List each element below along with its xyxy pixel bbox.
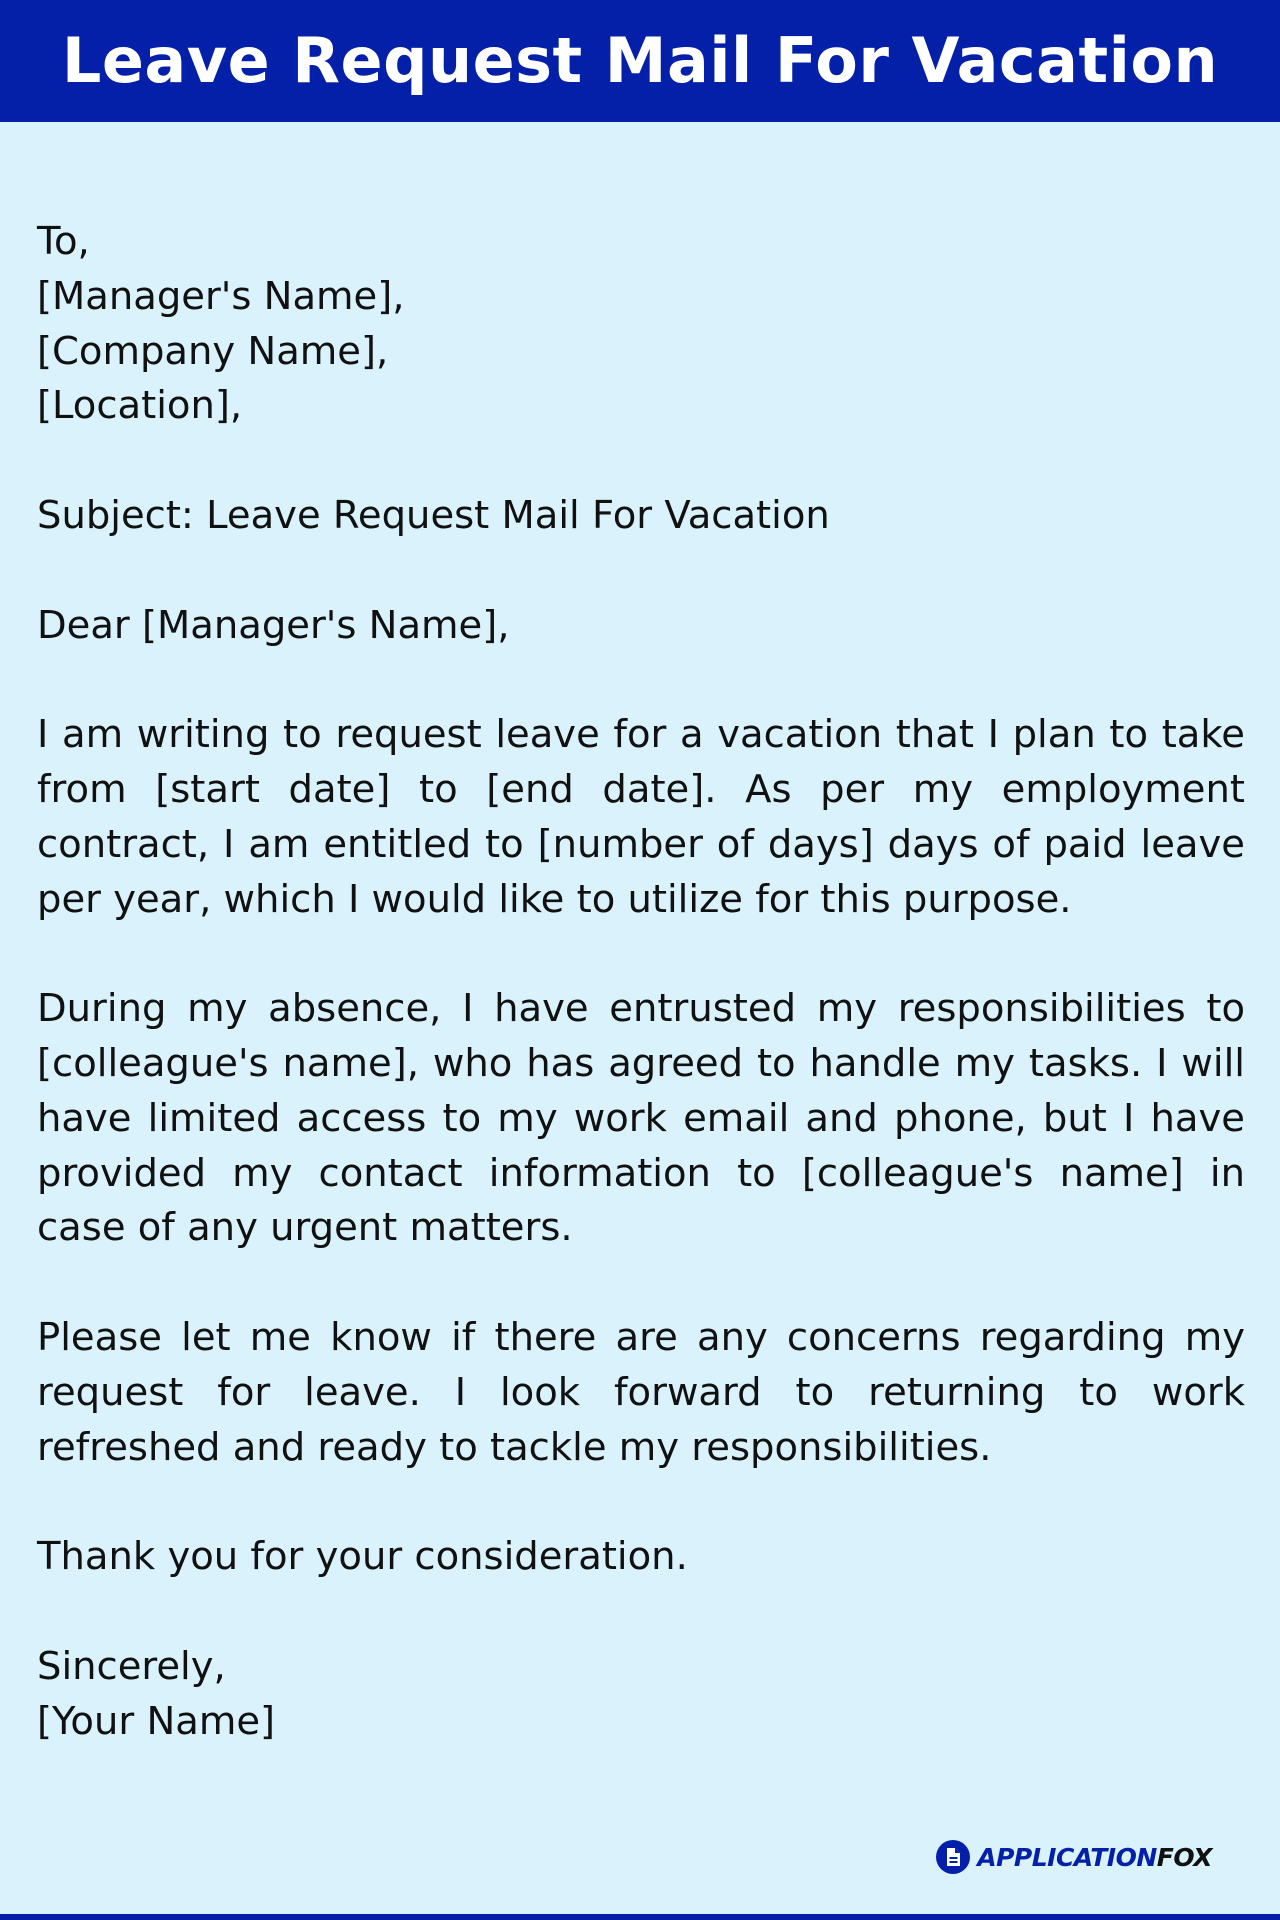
title-banner [0, 0, 1280, 122]
thanks-line: Thank you for your consideration. [37, 1534, 688, 1580]
body-paragraph-concerns: Please let me know if there are any concerns regarding my request for leave. I look forward to returning to work refreshed and ready to tackle my responsibilities. [37, 1314, 1245, 1470]
subject-line: Subject: Leave Request Mail For Vacation [37, 492, 830, 538]
page-title: Leave Request Mail For Vacation [61, 24, 1219, 97]
signature-block [37, 1640, 1245, 1750]
closing: Sincerely, [37, 1643, 226, 1689]
document-icon [935, 1839, 971, 1875]
salutation-to: To, [37, 219, 90, 264]
signature-name: [Your Name] [37, 1698, 276, 1744]
body-paragraph-request: I am writing to request leave for a vacation that I plan to take from [start date] to [end date]. As per my employment contract, I am entitled to [number of days] days of paid leave per year, which I would like to utilize for this purpose. [37, 712, 1245, 922]
brand-name-application: APPLICATION [977, 1842, 1157, 1872]
brand-name-fox: FOX [1156, 1842, 1212, 1872]
bottom-border [0, 1914, 1280, 1920]
greeting: Dear [Manager's Name], [37, 602, 510, 648]
address-line-manager: [Manager's Name], [37, 273, 405, 319]
letter-body [37, 215, 1245, 1804]
address-block [37, 215, 1245, 434]
address-line-location: [Location], [37, 383, 243, 429]
address-line-company: [Company Name], [37, 328, 389, 374]
brand-logo [935, 1837, 1212, 1877]
body-paragraph-absence: During my absence, I have entrusted my responsibilities to [colleague's name], who has agreed to handle my tasks. I will have limited access to my work email and phone, but I have provided my contact information to [colleague's name] in case of any urgent matters. [37, 986, 1245, 1251]
